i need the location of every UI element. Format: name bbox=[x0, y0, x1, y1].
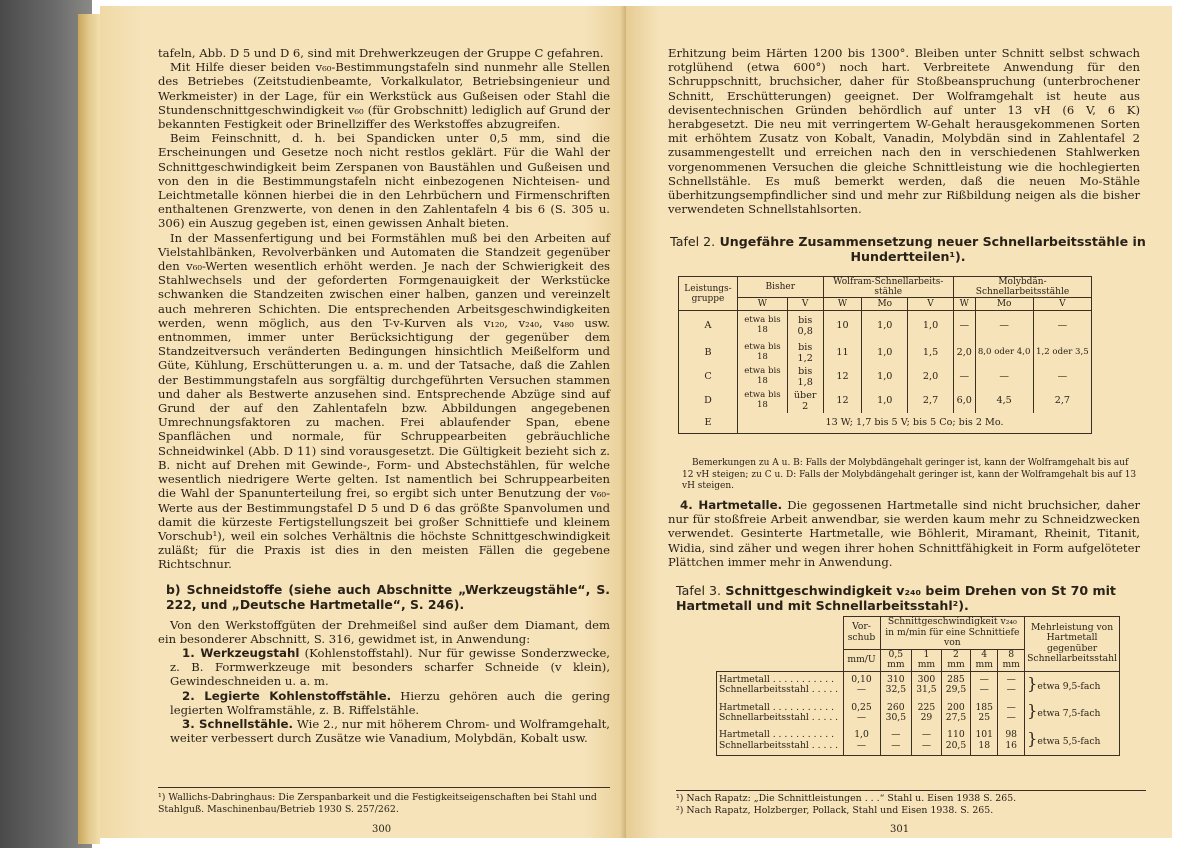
page-number: 300 bbox=[372, 824, 392, 835]
col-header: mm/U bbox=[843, 649, 880, 671]
col-header: Molybdän-Schnellarbeitsstähle bbox=[953, 277, 1091, 298]
footnote-rule bbox=[676, 790, 1146, 791]
cell: über 2 bbox=[787, 389, 823, 413]
item-text: (Kohlenstoffstahl). Nur für gewisse Sonderzwecke, z. B. Formwerkzeuge mit besonders scharfer Schneide (v klein), Gewindeschneiden u. a. m. bbox=[170, 645, 610, 689]
value: 32,5 bbox=[885, 684, 907, 696]
cell bbox=[971, 671, 998, 699]
cell: 10 bbox=[823, 311, 862, 341]
paragraph: Mit Hilfe dieser beiden v₆₀-Bestimmungstafeln sind nunmehr alle Stellen des Betriebes (Zeitstudienbeamte, Vorkalkulator, Betriebsingenieur und Werkmeister) in der Lage, für ein Werkstück aus Gußeisen oder Stahl die Stundenschnittgeschwindigkeit v₆₀ (für Grobschnitt) lediglich auf Grund der bekannten Festigkeit oder Brinellziffer des Werkstoffes abzugreifen. bbox=[158, 60, 610, 132]
cell bbox=[843, 671, 880, 699]
cell: — bbox=[975, 365, 1033, 389]
value: — bbox=[1006, 712, 1016, 723]
col-header: 1 mm bbox=[912, 649, 942, 671]
value: — bbox=[1006, 701, 1016, 713]
value: etwa 5,5-fach bbox=[1037, 736, 1101, 747]
cell: C bbox=[679, 365, 738, 389]
cell bbox=[998, 671, 1025, 699]
cell: 2,7 bbox=[1033, 389, 1091, 413]
table-row bbox=[679, 413, 1092, 434]
list-item bbox=[158, 646, 610, 689]
cell: — bbox=[953, 311, 975, 341]
table-row bbox=[717, 699, 1120, 727]
empty-header bbox=[717, 617, 844, 672]
cell: etwa bis 18 bbox=[738, 389, 788, 413]
value: 16 bbox=[1005, 739, 1018, 751]
cell: — bbox=[1033, 311, 1091, 341]
row-label: Hartmetall bbox=[719, 701, 770, 713]
cell bbox=[912, 727, 942, 755]
col-header: 0,5 mm bbox=[880, 649, 912, 671]
table-row bbox=[679, 365, 1092, 389]
cell: B bbox=[679, 341, 738, 365]
row-label: Hartmetall bbox=[719, 729, 770, 741]
value: etwa 7,5-fach bbox=[1037, 708, 1101, 720]
col-header: Wolfram-Schnellarbeits-stähle bbox=[823, 277, 953, 298]
table2 bbox=[678, 276, 1092, 434]
col-header: Mehrleistung von Hartmetall gegenüber Schnellarbeitsstahl bbox=[1025, 617, 1120, 672]
value: — bbox=[979, 684, 989, 696]
section-heading: b) Schneidstoffe (siehe auch Abschnitte „Werkzeugstähle“, S. 222, und „Deutsche Hartmetalle“, S. 246). bbox=[166, 581, 610, 612]
item-text: Hierzu gehören auch die gering legierten Wolframstähle, z. B. Riffelstähle. bbox=[170, 688, 610, 717]
item-label: 1. Werkzeugstahl bbox=[182, 645, 300, 660]
item-label: 2. Legierte Kohlenstoffstähle. bbox=[182, 688, 392, 703]
cell: etwa bis 18 bbox=[738, 311, 788, 341]
cell: 1,0 bbox=[862, 311, 908, 341]
cell: 8,0 oder 4,0 bbox=[975, 341, 1033, 365]
cell bbox=[941, 699, 971, 727]
section4-text: Die gegossenen Hartmetalle sind nicht bruchsicher, daher nur für stoßfreie Arbeit anwendbar, sie werden kaum mehr zu Schneidzwecken verwendet. Gesinterte Hartmetalle, wie Böhlerit, Miramant, Rheinit, Titanit, Widia, sind zäher und wegen ihrer hohen Schnittfähigkeit in Form aufgelöteter Plättchen immer mehr in Anwendung. bbox=[668, 498, 1140, 569]
cell bbox=[912, 699, 942, 727]
book-spread bbox=[78, 6, 1190, 846]
value: etwa 9,5-fach bbox=[1037, 680, 1101, 692]
col-header: 2 mm bbox=[941, 649, 971, 671]
cell: Hartmetall . . . . . . . . . . . Schnellarbeitsstahl . . . . . bbox=[717, 671, 844, 699]
cell: Hartmetall . . . . . . . . . . . Schnellarbeitsstahl . . . . . bbox=[717, 727, 844, 755]
cell bbox=[843, 727, 880, 755]
value: 185 bbox=[975, 701, 993, 713]
cell bbox=[912, 671, 942, 699]
cell: Hartmetall . . . . . . . . . . . Schnellarbeitsstahl . . . . . bbox=[717, 699, 844, 727]
list-item bbox=[158, 689, 610, 717]
col-header: W bbox=[953, 298, 975, 311]
value: — bbox=[921, 729, 932, 741]
value: 0,10 bbox=[851, 673, 872, 685]
paragraph: Beim Feinschnitt, d. h. bei Spandicken unter 0,5 mm, sind die Erscheinungen und Gesetze noch nicht restlos geklärt. Für die Wahl der Schnittgeschwindigkeit beim Zerspanen von Baustählen und Gußeisen und von den in die Bestimmungstafeln nicht einbezogenen Nichteisen- und Leichtmetalle können hierbei die in den Lehrbüchern und Firmenschriften enthaltenen Grenzwerte, von denen in den Zahlentafeln 4 bis 6 (S. 305 u. 306) ein Auszug gegeben ist, einen gewissen Anhalt bieten. bbox=[158, 131, 610, 231]
cell: 12 bbox=[823, 365, 862, 389]
cell: 1,0 bbox=[862, 389, 908, 413]
section4 bbox=[668, 498, 1140, 569]
value: — bbox=[1006, 684, 1016, 696]
paragraph bbox=[668, 498, 1140, 569]
table-label: Tafel 3. bbox=[676, 583, 722, 598]
cell: 4,5 bbox=[975, 389, 1033, 413]
value: 260 bbox=[887, 701, 905, 713]
left-body bbox=[158, 46, 610, 745]
col-header: V bbox=[908, 298, 954, 311]
item-text: Wie 2., nur mit höherem Chrom- und Wolframgehalt, weiter verbessert durch Zusätze wie Vanadium, Molybdän, Kobalt usw. bbox=[170, 716, 610, 746]
value: 98 bbox=[1005, 729, 1018, 741]
cell bbox=[941, 671, 971, 699]
row-label: Hartmetall bbox=[719, 673, 770, 685]
col-header: 4 mm bbox=[971, 649, 998, 671]
row-label: Schnellarbeitsstahl bbox=[719, 684, 809, 696]
table-title: Schnittgeschwindigkeit v₂₄₀ beim Drehen von St 70 mit Hartmetall und mit Schnellarbeitsstahl²). bbox=[676, 583, 1116, 613]
value: 110 bbox=[947, 729, 965, 741]
cell bbox=[941, 727, 971, 755]
cell bbox=[998, 699, 1025, 727]
footnote: ¹) Nach Rapatz: „Die Schnittleistungen . . .“ Stahl u. Eisen 1938 S. 265. bbox=[676, 793, 1017, 804]
cell: D bbox=[679, 389, 738, 413]
cell: 13 W; 1,7 bis 5 V; bis 5 Co; bis 2 Mo. bbox=[738, 413, 1092, 434]
cell bbox=[971, 699, 998, 727]
value: — bbox=[856, 739, 867, 751]
cell: 2,0 bbox=[953, 341, 975, 365]
value: — bbox=[979, 673, 989, 685]
value: 0,25 bbox=[851, 701, 872, 713]
item-label: 3. Schnellstähle. bbox=[182, 716, 293, 731]
cell: E bbox=[679, 413, 738, 434]
cell: etwa bis 18 bbox=[738, 341, 788, 365]
value: 200 bbox=[947, 701, 965, 713]
value: 101 bbox=[975, 729, 993, 741]
table-row bbox=[717, 727, 1120, 755]
value: — bbox=[921, 739, 932, 751]
cell: bis 1,8 bbox=[787, 365, 823, 389]
cell: A bbox=[679, 311, 738, 341]
cell: bis 0,8 bbox=[787, 311, 823, 341]
col-header: Mo bbox=[862, 298, 908, 311]
table-title: Ungefähre Zusammensetzung neuer Schnellarbeitsstähle in Hundertteilen¹). bbox=[719, 234, 1146, 264]
section-intro: Von den Werkstoffgüten der Drehmeißel sind außer dem Diamant, dem ein besonderer Abschnitt, S. 316, gewidmet ist, in Anwendung: bbox=[158, 617, 610, 646]
col-header: W bbox=[738, 298, 788, 311]
cell: }etwa 9,5-fach bbox=[1025, 671, 1120, 699]
cell bbox=[998, 727, 1025, 755]
value: 27,5 bbox=[945, 712, 967, 723]
value: 30,5 bbox=[885, 712, 907, 723]
cell: bis 1,2 bbox=[787, 341, 823, 365]
page-number: 301 bbox=[890, 824, 910, 835]
value: 300 bbox=[917, 673, 936, 685]
cell: etwa bis 18 bbox=[738, 365, 788, 389]
cell: 1,0 bbox=[862, 365, 908, 389]
cell: }etwa 7,5-fach bbox=[1025, 699, 1120, 727]
value: 18 bbox=[978, 739, 991, 751]
cell: 1,0 bbox=[908, 311, 954, 341]
row-label: Schnellarbeitsstahl bbox=[719, 712, 809, 723]
col-header: Leistungs-gruppe bbox=[679, 277, 738, 311]
value: — bbox=[891, 729, 901, 741]
table-row bbox=[679, 341, 1092, 365]
cell bbox=[880, 727, 912, 755]
col-header: Schnittgeschwindigkeit v₂₄₀ in m/min für eine Schnittiefe von bbox=[880, 617, 1025, 650]
cell: 2,7 bbox=[908, 389, 954, 413]
row-label: Schnellarbeitsstahl bbox=[719, 739, 809, 751]
col-header: 8 mm bbox=[998, 649, 1025, 671]
footnote: ²) Nach Rapatz, Holzberger, Pollack, Stahl und Eisen 1938. S. 265. bbox=[676, 805, 994, 816]
table-row bbox=[679, 311, 1092, 341]
cell: 1,2 oder 3,5 bbox=[1033, 341, 1091, 365]
paragraph: tafeln, Abb. D 5 und D 6, sind mit Drehwerkzeugen der Gruppe C gefahren. bbox=[158, 46, 604, 60]
right-top-paragraph bbox=[668, 46, 1140, 216]
col-header: Mo bbox=[975, 298, 1033, 311]
col-header: V bbox=[787, 298, 823, 311]
section4-label: 4. Hartmetalle. bbox=[680, 498, 783, 512]
cell: — bbox=[975, 311, 1033, 341]
cell bbox=[843, 699, 880, 727]
table2-caption bbox=[668, 234, 1148, 264]
cell: 1,0 bbox=[862, 341, 908, 365]
col-header: Vor-schub bbox=[843, 617, 880, 650]
value: 29 bbox=[920, 712, 933, 723]
value: — bbox=[1006, 673, 1016, 685]
value: 225 bbox=[917, 701, 936, 713]
table-row bbox=[717, 671, 1120, 699]
value: 31,5 bbox=[916, 684, 937, 696]
value: 29,5 bbox=[945, 684, 967, 696]
cell: — bbox=[1033, 365, 1091, 389]
cell: 12 bbox=[823, 389, 862, 413]
col-header: Bisher bbox=[738, 277, 824, 298]
cell: — bbox=[953, 365, 975, 389]
table-label: Tafel 2. bbox=[670, 234, 716, 249]
cell: 1,5 bbox=[908, 341, 954, 365]
cell bbox=[971, 727, 998, 755]
col-header: W bbox=[823, 298, 862, 311]
paragraph: Erhitzung beim Härten 1200 bis 1300°. Bleiben unter Schnitt selbst schwach rotglühend (etwa 600°) noch hart. Verbreitete Anwendung für den Schruppschnitt, bruchsicher, daher für Stoßbeanspruchung (unterbrochener Schnitt, Erschütterungen) geeignet. Der Wolframgehalt ist heute aus devisentechnischen Gründen behördlich auf unter 13 vH (6 V, 6 K) herabgesetzt. Die neu mit verringertem W-Gehalt herausgekommenen Sorten mit erhöhtem Zusatz von Kobalt, Vanadin, Molybdän sind in Zahlentafel 2 zusammengestellt und erreichen nach den in verschiedenen Stahlwerken vorgenommenen Versuchen die gleiche Schnittleistung wie die hochlegierten Schnellstähle. Es muß bemerkt werden, daß die neuen Mo-Stähle überhitzungsempfindlicher sind und mehr zur Rißbildung neigen als die bisher verwendeten Schnellstahlsorten. bbox=[668, 46, 1140, 217]
value: — bbox=[856, 684, 867, 696]
value: 25 bbox=[978, 712, 991, 723]
table3 bbox=[716, 616, 1120, 756]
col-header: V bbox=[1033, 298, 1091, 311]
table3-caption bbox=[668, 583, 1156, 613]
footnote: ¹) Wallichs-Dabringhaus: Die Zerspanbarkeit und die Festigkeitseigenschaften bei Stahl und Stahlguß. Maschinenbau/Betrieb 1930 S. 257/262. bbox=[158, 792, 597, 815]
list-item bbox=[158, 717, 610, 745]
cell: 11 bbox=[823, 341, 862, 365]
value: 310 bbox=[887, 673, 905, 685]
cell bbox=[880, 671, 912, 699]
cell: 2,0 bbox=[908, 365, 954, 389]
value: 1,0 bbox=[854, 729, 869, 741]
table2-remark: Bemerkungen zu A u. B: Falls der Molybdängehalt geringer ist, kann der Wolframgehalt bis auf 12 vH steigen; zu C u. D: Falls der Molybdängehalt geringer ist, kann der Wolframgehalt bis auf 13 vH steigen. bbox=[682, 458, 1137, 491]
cell: }etwa 5,5-fach bbox=[1025, 727, 1120, 755]
table-row bbox=[679, 389, 1092, 413]
paragraph: In der Massenfertigung und bei Formstählen muß bei den Arbeiten auf Vielstahlbänken, Revolverbänken und Automaten die Standzeit gegenüber den v₆₀-Werten wesentlich erhöht werden. Je nach der Schwierigkeit des Stahlwechsels und der geforderten Formgenauigkeit der Werkstücke schwanken die Standzeiten zwischen einer halben, ganzen und vereinzelt auch mehreren Schichten. Die entsprechenden Arbeitsgeschwindigkeiten werden, wenn möglich, aus den T-v-Kurven als v₁₂₀, v₂₄₀, v₄₈₀ usw. entnommen, immer unter Berücksichtigung der gegenüber dem Standzeitversuch veränderten Bedingungen hinsichtlich Meißelform und Güte, Kühlung, Erschütterungen u. a. m. und der Tatsache, daß die Zahlen der Bestimmungstafeln aus sorgfältig durchgeführten Versuchen stammen und daher als Bestwerte anzusehen sind. Entsprechende Abzüge sind auf Grund der auf den Zahlentafeln bzw. Abbildungen angegebenen Umrechnungsfaktoren zu machen. Frei ablaufender Span, ebene Spanflächen und normale, für Schruppearbeiten gebräuchliche Schneidwinkel (Abb. D 11) sind vorausgesetzt. Die Gültigkeit bezieht sich z. B. nicht auf Drehen mit Gewinde-, Form- und Abstechstählen, für welche wesentlich niedrigere Werte gelten. Ist namentlich bei Schruppearbeiten die Wahl der Spanunterteilung frei, so ergibt sich unter Benutzung der v₆₀-Werte aus der Bestimmungstafel D 5 und D 6 das größte Spanvolumen und damit die kürzeste Fertigstellungszeit bei großer Schnittiefe und kleinem Vorschub¹), weil ein solches Verhältnis die höchste Schnittgeschwindigkeit zuläßt; für die Praxis ist dies in den meisten Fällen die gegebene Richtschnur. bbox=[158, 230, 610, 572]
page-edge bbox=[78, 14, 100, 844]
left-page bbox=[100, 6, 626, 838]
cell bbox=[880, 699, 912, 727]
value: — bbox=[856, 712, 867, 723]
footnote-rule bbox=[158, 787, 610, 788]
right-page bbox=[626, 6, 1172, 838]
value: 285 bbox=[947, 673, 965, 685]
cell: 6,0 bbox=[953, 389, 975, 413]
value: — bbox=[891, 739, 901, 751]
value: 20,5 bbox=[945, 739, 967, 751]
